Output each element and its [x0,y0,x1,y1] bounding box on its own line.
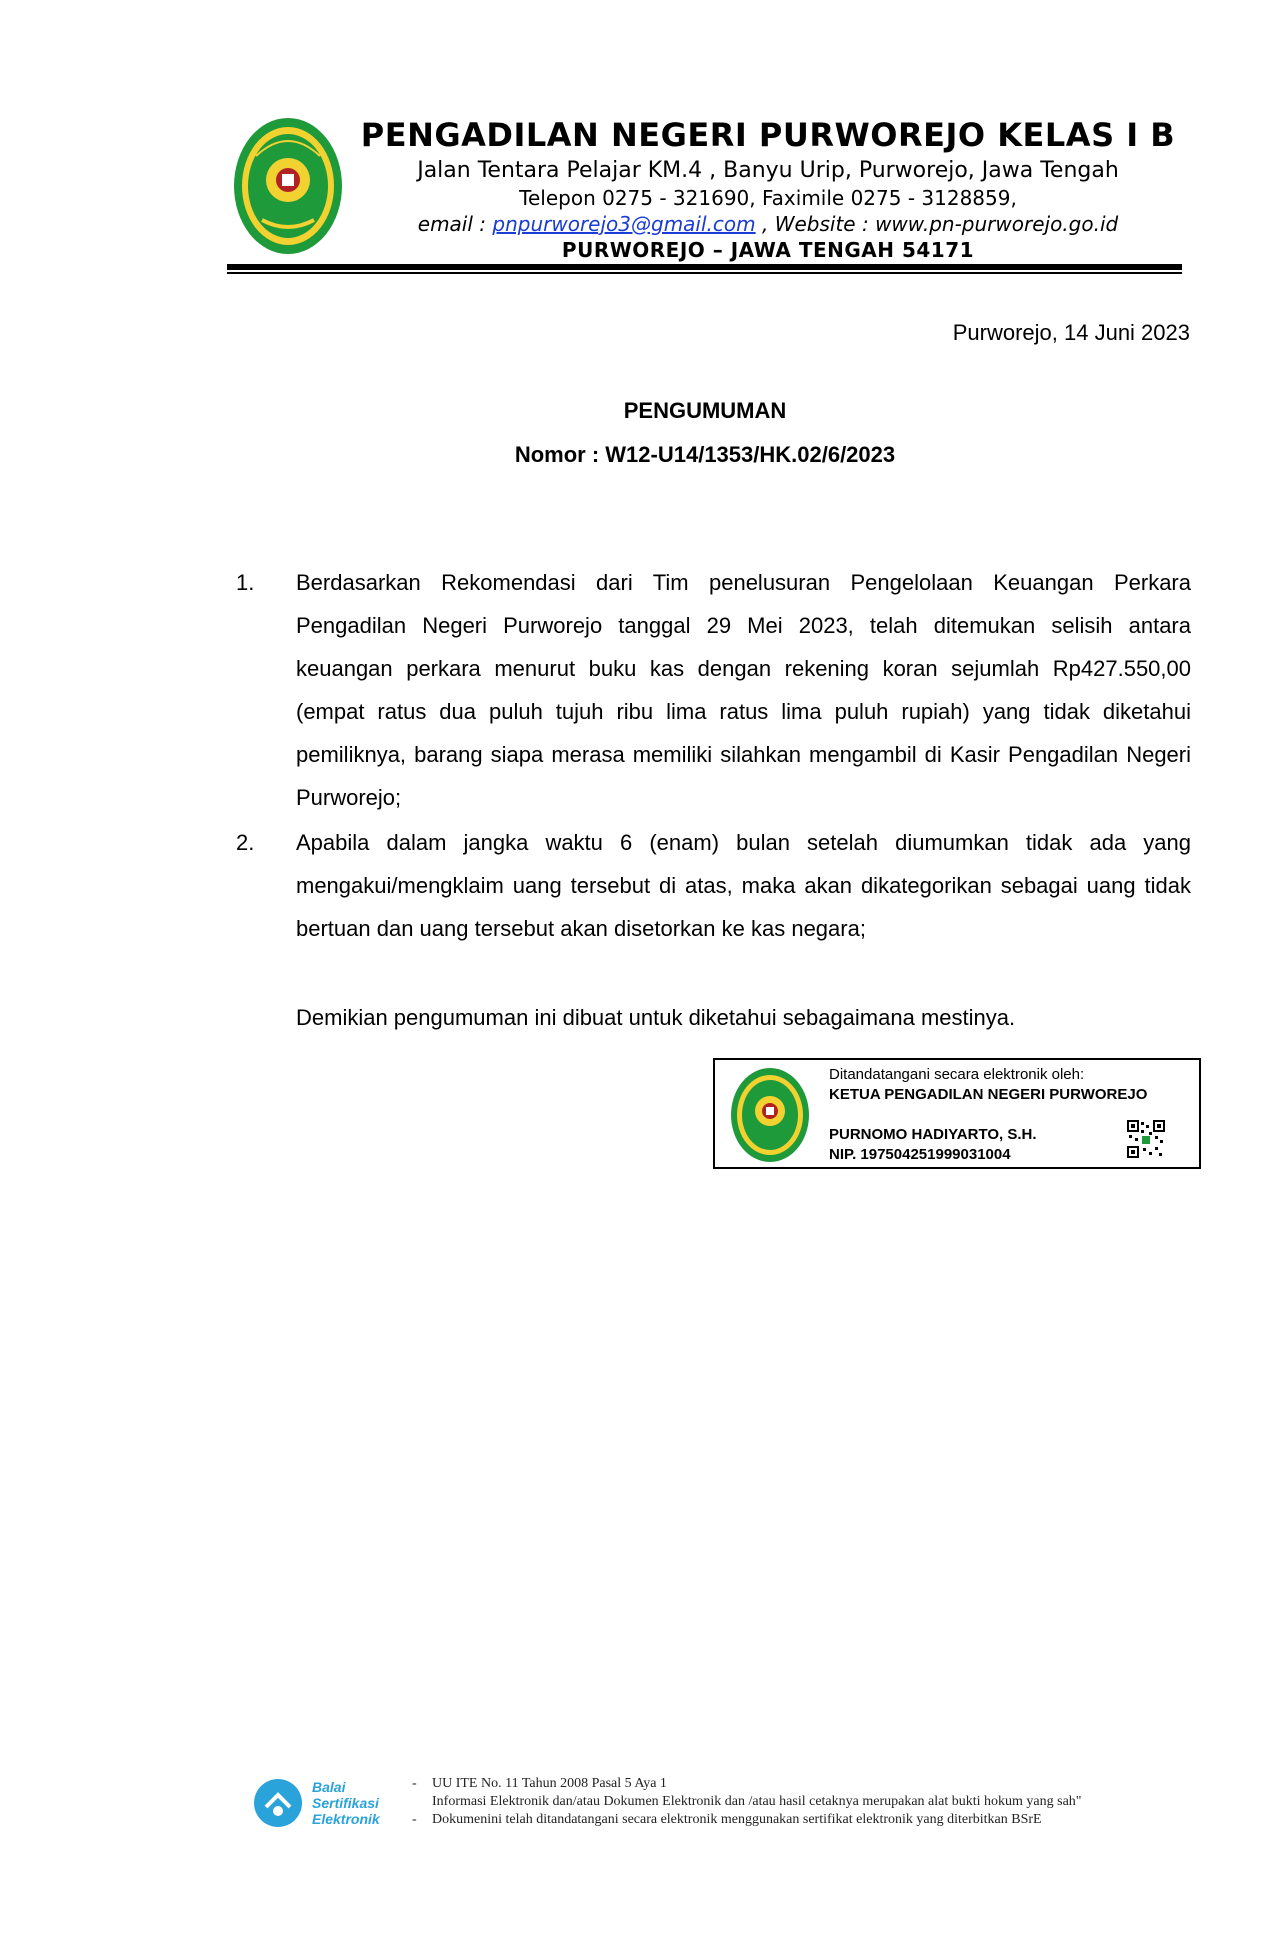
announcement-number: Nomor : W12-U14/1353/HK.02/6/2023 [514,442,896,467]
document-date: Purworejo, 14 Juni 2023 [952,320,1190,345]
signer-name: PURNOMO HADIYARTO, S.H. [829,1126,1037,1143]
signer-nip: NIP. 197504251999031004 [829,1146,1011,1163]
email-link[interactable]: pnpurworejo3@gmail.com [492,212,756,236]
website-text: www.pn-purworejo.go.id [875,212,1119,236]
court-name-title: PENGADILAN NEGERI PURWOREJO KELAS I B [360,116,1176,154]
announcement-title: PENGUMUMAN [623,398,787,423]
qr-code-icon [1127,1120,1165,1158]
letterhead-divider-thick [227,264,1182,270]
signer-office: KETUA PENGADILAN NEGERI PURWOREJO [829,1086,1148,1103]
list-item-number: 2. [236,830,255,855]
footer-dash: - [412,1776,417,1791]
court-address: Jalan Tentara Pelajar KM.4 , Banyu Urip, Purworejo, Jawa Tengah [417,158,1119,183]
bsre-line-3: Elektronik [312,1811,380,1827]
bsre-logo-text [312,1779,380,1827]
bsre-line-1: Balai [312,1779,346,1795]
list-item-text: Berdasarkan Rekomendasi dari Tim penelusuran Pengelolaan Keuangan Perkara Pengadilan Negeri Purworejo tanggal 29 Mei 2023, telah ditemukan selisih antara keuangan perkara menurut buku kas dengan rekening koran sejumlah Rp427.550,00 (empat ratus dua puluh tujuh ribu lima ratus lima puluh rupiah) yang tidak diketahui pemiliknya, barang siapa merasa memiliki silahkan mengambil di Kasir Pengadilan Negeri Purworejo; [296,570,1191,810]
signature-label: Ditandatangani secara elektronik oleh: [829,1066,1085,1083]
footer-line-text: Informasi Elektronik dan/atau Dokumen Elektronik dan /atau hasil cetaknya merupakan alat bukti hokum yang sah" [432,1794,1082,1809]
bsre-line-2: Sertifikasi [312,1795,379,1811]
list-item [236,561,1191,821]
footer-line [412,1776,667,1792]
list-item-text: Apabila dalam jangka waktu 6 (enam) bulan setelah diumumkan tidak ada yang mengakui/mengklaim uang tersebut di atas, maka akan dikategorikan sebagai uang tidak bertuan dan uang tersebut akan disetorkan ke kas negara; [296,830,1191,941]
list-item [236,821,1191,961]
footer-line [412,1812,1042,1828]
court-city-postal: PURWOREJO – JAWA TENGAH 54171 [561,238,975,262]
footer-line-text: Dokumenini telah ditandatangani secara elektronik menggunakan sertifikat elektronik yang diterbitkan BSrE [432,1812,1042,1827]
list-item-number: 1. [236,570,255,595]
footer-line [412,1794,1082,1810]
closing-statement: Demikian pengumuman ini dibuat untuk diketahui sebagaimana mestinya. [296,1005,1016,1030]
court-phone: Telepon 0275 - 321690, Faximile 0275 - 3128859, [519,186,1017,210]
bsre-logo [252,1773,402,1833]
email-label: email : [417,212,487,236]
letterhead-divider-thin [227,272,1182,274]
footer-dash: - [412,1812,417,1827]
court-seal-logo [232,116,344,256]
electronic-signature-box [713,1058,1201,1169]
website-label: , Website : [761,212,869,236]
footer-line-text: UU ITE No. 11 Tahun 2008 Pasal 5 Aya 1 [432,1776,667,1791]
signature-seal-logo [729,1066,811,1164]
court-contact-line [358,212,1178,236]
